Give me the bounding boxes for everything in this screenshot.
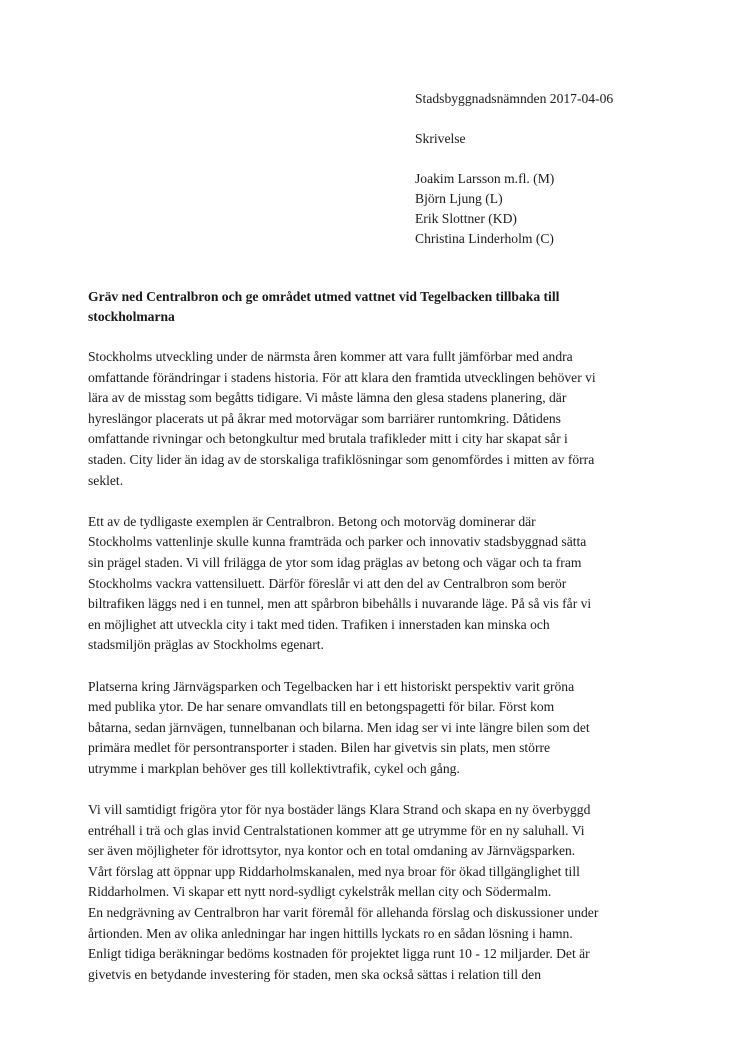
text-line: en möjlighet att utveckla city i takt med tiden. Trafiken i innerstaden kan minska och (88, 616, 550, 632)
text-line: Vårt förslag att öppnar upp Riddarholmskanalen, med nya broar för ökad tillgänglighet till (88, 863, 580, 879)
author: Björn Ljung (L) (415, 191, 503, 206)
text-line: Platserna kring Järnvägsparken och Tegelbacken har i ett historiskt perspektiv varit gröna (88, 678, 575, 694)
paragraph (88, 347, 668, 491)
text-line: primära medlet för persontransporter i staden. Bilen har givetvis sin plats, men större (88, 740, 551, 756)
text-line: staden. City lider än idag av de storskaliga trafiklösningar som genomfördes i mitten av förra (88, 451, 595, 467)
text-line: Stockholms utveckling under de närmsta åren kommer att vara fullt jämförbar med andra (88, 349, 573, 364)
text-line: seklet. (88, 472, 124, 488)
text-line: Stockholms vattenlinje skulle kunna framträda och parker och innovativ stadsbyggnad sätta (88, 534, 587, 550)
text-line: entréhall i trä och glas invid Centralstationen kommer att ge utrymme för en ny saluhall. Vi (88, 822, 585, 838)
document-body (88, 287, 668, 985)
paragraph (88, 800, 668, 985)
title-line: stockholmarna (88, 309, 175, 324)
text-line: Vi vill samtidigt frigöra ytor för nya bostäder längs Klara Strand och skapa en ny överbyggd (88, 802, 591, 818)
text-line: omfattande förändringar i stadens historia. För att klara den framtida utvecklingen behöver vi (88, 369, 596, 385)
text-line: Ett av de tydligaste exemplen är Centralbron. Betong och motorväg dominerar där (88, 513, 536, 529)
paragraph (88, 677, 668, 780)
text-line: En nedgrävning av Centralbron har varit föremål för allehanda förslag och diskussioner under (88, 905, 599, 921)
text-line: lära av de misstag som begåtts tidigare. Vi måste lämna den glesa stadens planering, där (88, 390, 567, 406)
text-line: utrymme i markplan behöver ges till kollektivtrafik, cykel och gång. (88, 760, 460, 776)
title-line: Gräv ned Centralbron och ge området utmed vattnet vid Tegelbacken tillbaka till (88, 289, 560, 304)
text-line: sin prägel staden. Vi vill frilägga de ytor som idag präglas av betong och vägar och ta fram (88, 554, 582, 570)
text-line: stadsmiljön präglas av Stockholms egenart. (88, 637, 324, 653)
author: Joakim Larsson m.fl. (M) (415, 171, 555, 186)
document-header (415, 89, 613, 249)
text-line: båtarna, sedan järnvägen, tunnelbanan och bilarna. Men idag ser vi inte längre bilen som det (88, 719, 590, 735)
author-list (415, 169, 613, 249)
text-line: årtionden. Men av olika anledningar har ingen hittills lyckats ro en sådan lösning i hamn. (88, 925, 573, 941)
text-line: hyreslängor placerats ut på åkrar med motorvägar som barriärer runtomkring. Dåtidens (88, 410, 561, 426)
document-title (88, 287, 668, 327)
meeting-date: Stadsbyggnadsnämnden 2017-04-06 (415, 91, 614, 106)
text-line: Enligt tidiga beräkningar bedöms kostnaden för projektet ligga runt 10 - 12 miljarder. Det är (88, 946, 590, 962)
text-line: biltrafiken läggs ned i en tunnel, men att spårbron bibehålls i nuvarande läge. På så vis får vi (88, 596, 592, 612)
paragraph (88, 512, 668, 656)
author: Erik Slottner (KD) (415, 211, 517, 226)
text-line: omfattande rivningar och betongkultur med brutala trafikleder mitt i city har skapat sår i (88, 431, 568, 447)
text-line: givetvis en betydande investering för staden, men ska också sättas i relation till den (88, 966, 542, 982)
text-line: Stockholms vackra vattensiluett. Därför föreslår vi att den del av Centralbron som berör (88, 575, 567, 591)
author: Christina Linderholm (C) (415, 231, 554, 246)
document-type: Skrivelse (415, 131, 466, 146)
text-line: ser även möjligheter för idrottsytor, nya kontor och en total omdaning av Järnvägsparken. (88, 843, 576, 859)
text-line: Riddarholmen. Vi skapar ett nytt nord-sydligt cykelstråk mellan city och Södermalm. (88, 884, 552, 900)
text-line: med publika ytor. De har senare omvandlats till en betongspagetti för bilar. Först kom (88, 699, 555, 715)
